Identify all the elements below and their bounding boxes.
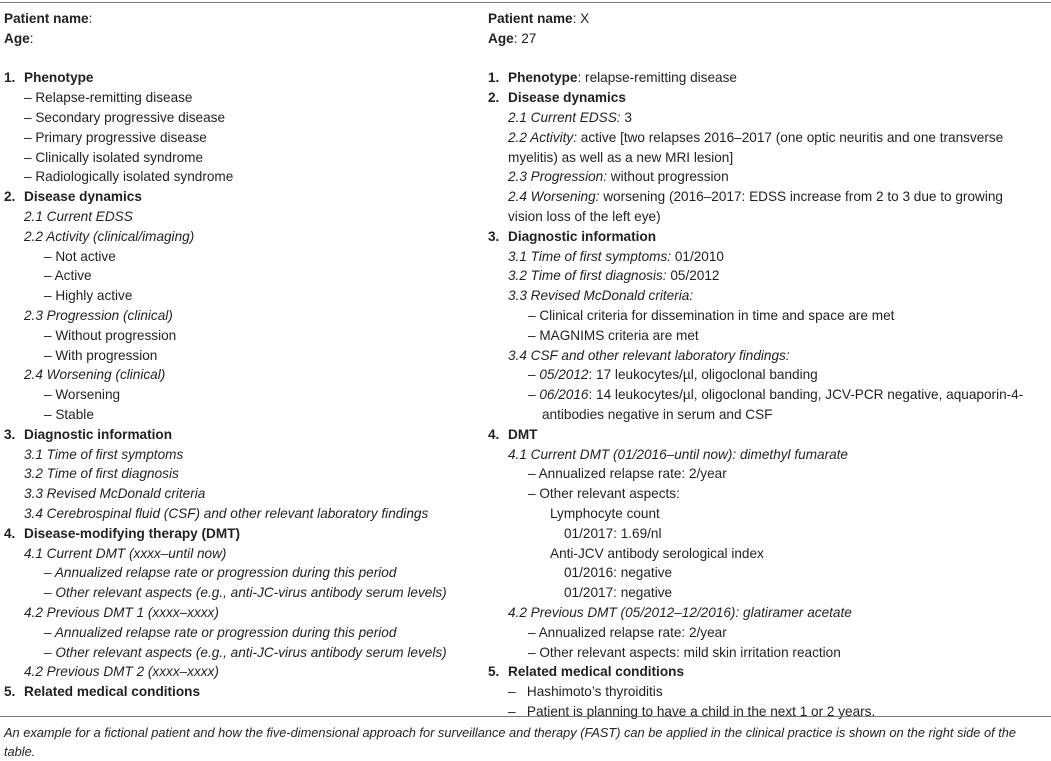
section-heading: 3. Diagnostic information — [488, 228, 657, 244]
patient-name-colon: : — [88, 11, 93, 26]
subsection: 4.1 Current DMT (xxxx–until now) — [24, 545, 227, 561]
subsection: 2.4 Worsening (clinical) — [24, 367, 166, 383]
list-item: 01/2017: 1.69/nl — [564, 525, 662, 541]
table-bottom-rule — [0, 716, 1051, 717]
age-label: Age — [488, 30, 514, 46]
list-item: – Patient is planning to have a child in the next 1 or 2 years. — [508, 703, 876, 719]
list-item: – Primary progressive disease — [24, 129, 207, 145]
list-item: 01/2017: negative — [564, 585, 673, 601]
age-label: Age — [4, 30, 30, 46]
section-heading: 5. Related medical conditions — [4, 684, 201, 700]
subsection: 2.2 Activity (clinical/imaging) — [24, 228, 195, 244]
list-item: – Clinical criteria for dissemination in time and space are met — [528, 307, 895, 323]
list-item: – Without progression — [44, 327, 177, 343]
subsection: 2.3 Progression (clinical) — [24, 307, 173, 323]
list-item: – Radiologically isolated syndrome — [24, 169, 234, 185]
patient-name-label: Patient name — [4, 11, 89, 26]
list-item: – 06/2016: 14 leukocytes/µl, oligoclonal banding, JCV-PCR negative, aquaporin-4-antibodies negative in serum and CSF — [528, 387, 1024, 422]
patient-name-label: Patient name — [488, 11, 573, 26]
list-item: – Clinically isolated syndrome — [24, 149, 204, 165]
section-heading: 2. Disease dynamics — [488, 90, 626, 106]
section-heading: 1. Phenotype — [4, 70, 94, 86]
list-item: – Other relevant aspects (e.g., anti-JC-virus antibody serum levels) — [44, 585, 447, 601]
list-item: Anti-JCV antibody serological index — [550, 545, 764, 561]
section-heading: 5. Related medical conditions — [488, 664, 685, 680]
subsection: 3.3 Revised McDonald criteria: — [508, 288, 694, 304]
subsection: 2.1 Current EDSS — [24, 208, 133, 224]
age-value: : 27 — [513, 30, 537, 46]
list-item: Lymphocyte count — [550, 505, 660, 521]
subsection: 3.1 Time of first symptoms — [24, 446, 184, 462]
age-colon: : — [29, 30, 34, 46]
list-item: – With progression — [44, 347, 158, 363]
list-item: – Annualized relapse rate or progression during this period — [44, 624, 397, 640]
list-item: – Active — [44, 268, 92, 284]
subsection: 3.4 CSF and other relevant laboratory findings: — [508, 347, 790, 363]
section-heading: 4. DMT — [488, 426, 538, 442]
subsection: 3.3 Revised McDonald criteria — [24, 486, 206, 502]
subsection: 4.2 Previous DMT 1 (xxxx–xxxx) — [24, 604, 219, 620]
list-item: – MAGNIMS criteria are met — [528, 327, 699, 343]
subsection: 3.2 Time of first diagnosis — [24, 466, 179, 482]
list-item: – 05/2012: 17 leukocytes/µl, oligoclonal banding — [528, 367, 818, 383]
list-item: – Relapse-remitting disease — [24, 90, 193, 106]
subsection: 4.2 Previous DMT 2 (xxxx–xxxx) — [24, 664, 219, 680]
patient-name-value: : X — [572, 11, 590, 26]
section-heading: 3. Diagnostic information — [4, 426, 173, 442]
list-item: – Other relevant aspects: — [528, 486, 680, 502]
list-item: – Worsening — [44, 387, 121, 403]
example-column: Patient name: X Age: 27 1. Phenotype: relapse-remitting disease 2. Disease dynamics 2.1 Current EDSS: 3 2.2 Activity: active [two relapses 2016–2017 (one optic neuritis and one transverse myelitis) as well as a new MRI lesion] 2.3 Progression: without progression 2.4 Worsening: worsening (2016–2017: EDSS increase from 2 to 3 due to growing vision loss of the left eye) 3. Diagnostic information 3.1 Time of first symptoms: 01/2010 3.2 Time of first diagnosis: 05/2012 3.3 Revised McDonald criteria: – Clinical criteria for dissemination in time and space are met – MAGNIMS criteria are met 3.4 CSF and other relevant laboratory findings: – 05/2012: 17 leukocytes/µl, oligoclonal banding – 06/2016: 14 leukocytes/µl, oligoclonal banding, JCV-PCR negative, aquaporin-4-antibodies negative in serum and CSF 4. DMT 4.1 Current DMT (01/2016–until now): dimethyl fumarate – Annualized relapse rate: 2/year – Other relevant aspects: Lymphocyte count 01/2017: 1.69/nl Anti-JCV antibody serological index 01/2016: negative 01/2017: negative 4.2 Previous DMT (05/2012–12/2016): glatiramer acetate – Annualized relapse rate: 2/year – Other relevant aspects: mild skin irritation reaction 5. Related medical conditions – Hashimoto’s thyroiditis – Patient is planning to have a child in the next 1 or 2 years. — [488, 9, 1048, 722]
section-heading: 2. Disease dynamics — [4, 189, 142, 205]
list-item: – Annualized relapse rate: 2/year — [528, 466, 727, 482]
list-item: – Annualized relapse rate: 2/year — [528, 624, 727, 640]
table-caption: An example for a fictional patient and how the five-dimensional approach for surveillance and therapy (FAST) can be applied in the clinical practice is shown on the right side of the table. — [4, 725, 1016, 759]
template-column — [4, 9, 474, 702]
list-item: – Annualized relapse rate or progression during this period — [44, 565, 397, 581]
list-item: – Secondary progressive disease — [24, 109, 225, 125]
list-item: – Other relevant aspects (e.g., anti-JC-virus antibody serum levels) — [44, 644, 447, 660]
subsection: 4.1 Current DMT (01/2016–until now): dimethyl fumarate — [508, 446, 848, 462]
subsection: 3.4 Cerebrospinal fluid (CSF) and other relevant laboratory findings — [24, 505, 429, 521]
list-item: – Hashimoto’s thyroiditis — [508, 684, 663, 700]
list-item: 01/2016: negative — [564, 565, 673, 581]
list-item: – Other relevant aspects: mild skin irritation reaction — [528, 644, 841, 660]
subsection: 4.2 Previous DMT (05/2012–12/2016): glatiramer acetate — [508, 604, 852, 620]
list-item: – Stable — [44, 406, 94, 422]
table-top-rule — [0, 2, 1051, 3]
section-heading: 1. Phenotype: relapse-remitting disease — [488, 70, 737, 86]
list-item: – Not active — [44, 248, 116, 264]
section-heading: 4. Disease-modifying therapy (DMT) — [4, 525, 241, 541]
list-item: – Highly active — [44, 288, 133, 304]
